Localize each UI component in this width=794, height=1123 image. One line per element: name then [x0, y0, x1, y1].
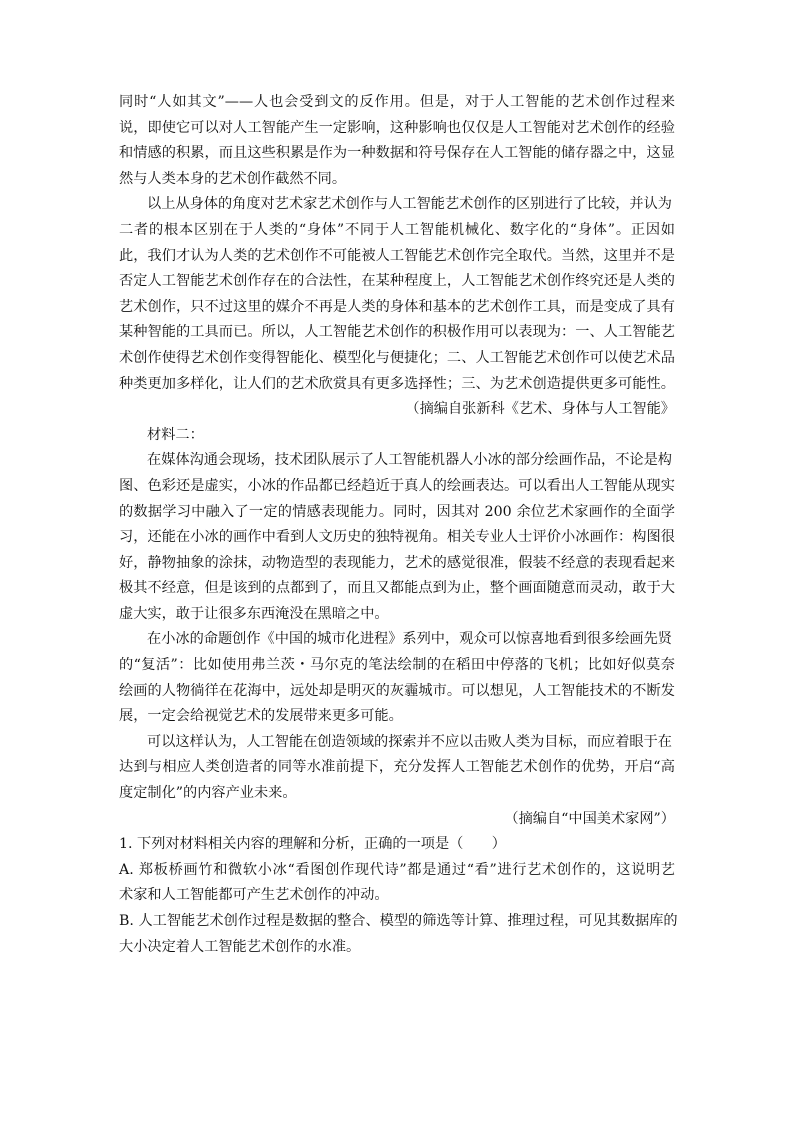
text-line: 可以这样认为，人工智能在创造领域的探索并不应以击败人类为目标，而应着眼于在	[147, 733, 672, 750]
question-stem: 1. 下列对材料相关内容的理解和分析，正确的一项是（ ）	[119, 836, 506, 853]
text-line: 度定制化”的内容产业未来。	[119, 785, 297, 802]
text-line: 术创作使得艺术创作变得智能化、模型化与便捷化；二、人工智能艺术创作可以使艺术品	[119, 349, 675, 366]
text-line: 习，还能在小冰的画作中看到人文历史的独特视角。相关专业人士评价小冰画作：构图很	[119, 529, 675, 546]
option-b-continued: 大小决定着人工智能艺术创作的水准。	[119, 938, 361, 955]
source-citation: （摘编自“中国美术家网”）	[504, 810, 675, 827]
text-line: 同时“人如其文”——人也会受到文的反作用。但是，对于人工智能的艺术创作过程来	[119, 94, 675, 110]
text-line: 艺术创作，只不过这里的媒介不再是人类的身体和基本的艺术创作工具，而是变成了具有	[119, 298, 675, 315]
text-line: 种类更加多样化，让人们的艺术欣赏具有更多选择性；三、为艺术创造提供更多可能性。	[119, 375, 675, 392]
text-line: 达到与相应人类创造者的同等水准前提下，充分发挥人工智能艺术创作的优势，开启“高	[119, 759, 675, 776]
text-line: 的数据学习中融入了一定的情感表现能力。同时，因其对 200 余位艺术家画作的全面学	[119, 503, 675, 520]
text-line: 在媒体沟通会现场，技术团队展示了人工智能机器人小冰的部分绘画作品，不论是构	[147, 452, 672, 469]
option-a: A. 郑板桥画竹和微软小冰“看图创作现代诗”都是通过“看”进行艺术创作的，这说明艺	[119, 861, 675, 878]
text-line: 说，即使它可以对人工智能产生一定影响，这种影响也仅仅是人工智能对艺术创作的经验	[119, 119, 675, 136]
text-line: 极其不经意，但是该到的点都到了，而且又都能点到为止，整个画面随意而灵动，敢于大	[119, 580, 675, 597]
text-line: 和情感的积累，而且这些积累是作为一种数据和符号保存在人工智能的储存器之中，这显	[119, 145, 675, 162]
option-a-continued: 术家和人工智能都可产生艺术创作的冲动。	[119, 887, 389, 904]
text-line: 图、色彩还是虚实，小冰的作品都已经趋近于真人的绘画表达。可以看出人工智能从现实	[119, 477, 675, 494]
text-line: 绘画的人物徜徉在花海中，远处却是明灭的灰霾城市。可以想见，人工智能技术的不断发	[119, 682, 675, 699]
option-b: B. 人工智能艺术创作过程是数据的整合、模型的筛选等计算、推理过程，可见其数据库的	[119, 913, 678, 929]
text-line: 此，我们才认为人类的艺术创作不可能被人工智能艺术创作完全取代。当然，这里并不是	[119, 247, 675, 264]
text-line: 的“复活”：比如使用弗兰茨・马尔克的笔法绘制的在稻田中停落的飞机；比如好似莫奈	[119, 657, 675, 674]
text-line: 在小冰的命题创作《中国的城市化进程》系列中，观众可以惊喜地看到很多绘画先贤	[147, 631, 672, 648]
text-line: 展，一定会给视觉艺术的发展带来更多可能。	[119, 708, 403, 725]
text-line: 好，静物抽象的涂抹，动物造型的表现能力，艺术的感觉很准，假装不经意的表现看起来	[119, 554, 675, 571]
source-citation: （摘编自张新科《艺术、身体与人工智能》	[405, 401, 675, 418]
text-line: 以上从身体的角度对艺术家艺术创作与人工智能艺术创作的区别进行了比较，并认为	[147, 196, 672, 213]
document-page	[119, 90, 678, 960]
text-line: 否定人工智能艺术创作存在的合法性，在某种程度上，人工智能艺术创作终究还是人类的	[119, 273, 675, 290]
text-line: 二者的根本区别在于人类的“身体”不同于人工智能机械化、数字化的“身体”。正因如	[119, 221, 675, 238]
text-line: 虚大实，敢于让很多东西淹没在黑暗之中。	[119, 605, 389, 622]
text-line: 然与人类本身的艺术创作截然不同。	[119, 170, 347, 187]
section-heading: 材料二：	[147, 426, 204, 443]
text-line: 某种智能的工具而已。所以，人工智能艺术创作的积极作用可以表现为：一、人工智能艺	[119, 324, 675, 341]
